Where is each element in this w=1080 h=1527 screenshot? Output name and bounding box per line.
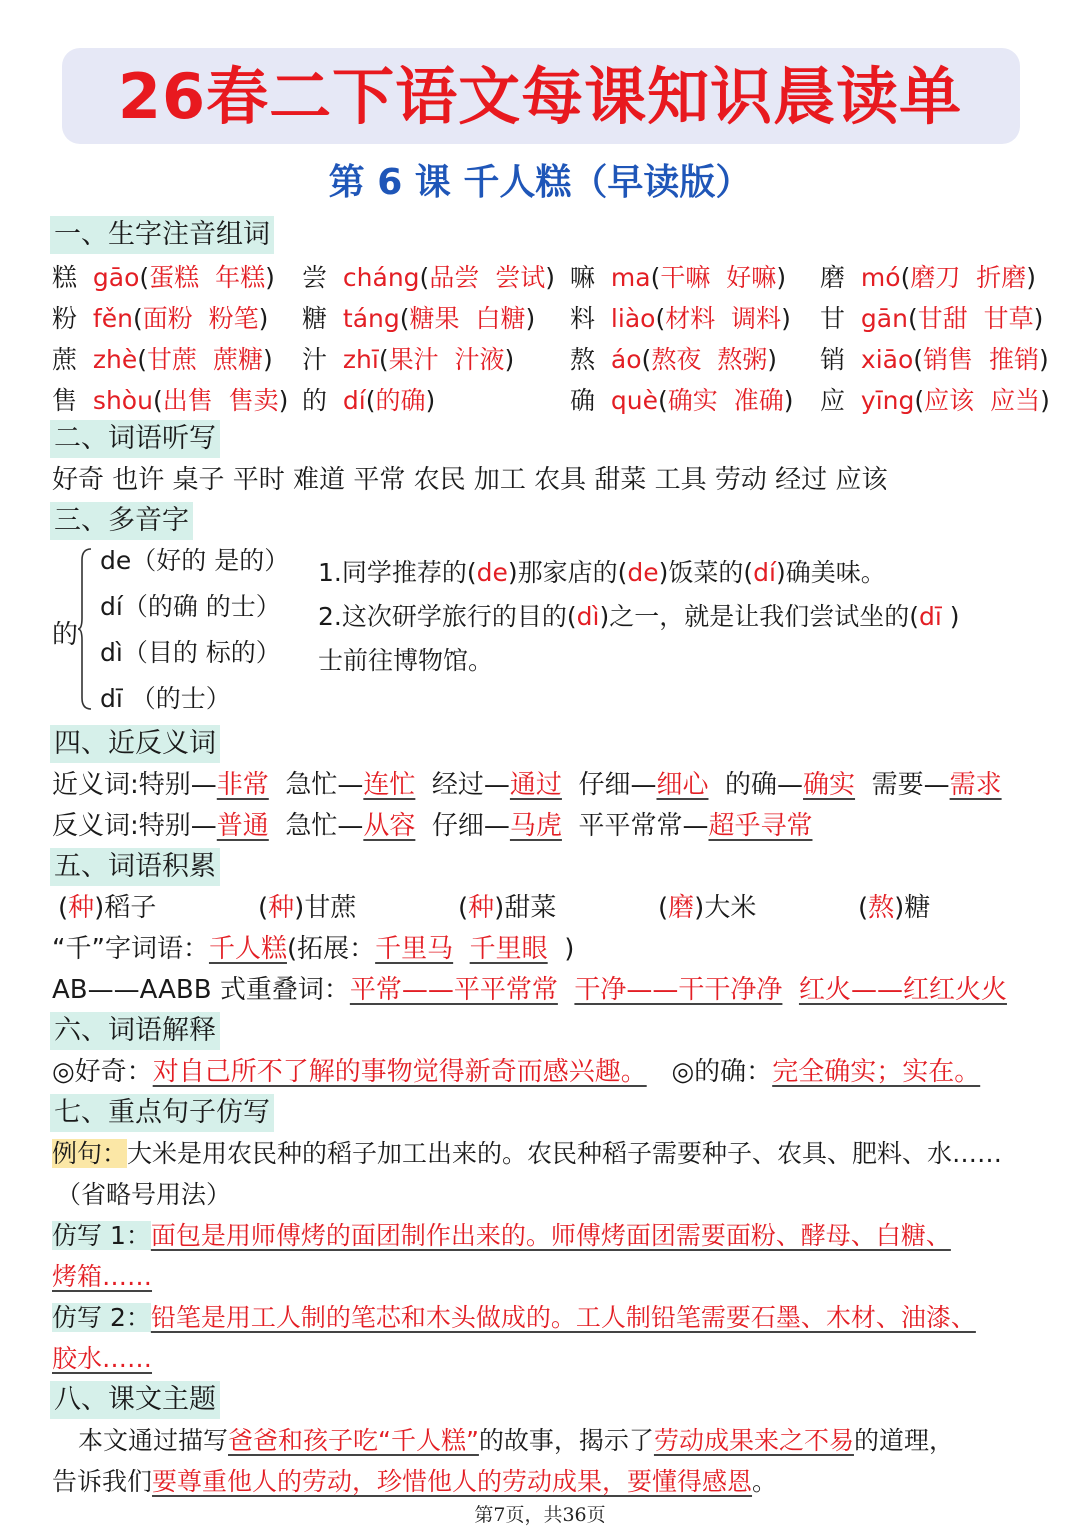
example-note: （省略号用法）: [56, 1180, 232, 1209]
imitation-1: 仿写 1：面包是用师傅烤的面团制作出来的。师傅烤面团需要面粉、酵母、白糖、: [52, 1221, 951, 1250]
page-number: 第7页，共36页: [474, 1504, 606, 1526]
character-entry: 磨 mó(磨刀 折磨): [820, 263, 1037, 292]
character-entry: 销 xiāo(销售 推销): [820, 345, 1049, 374]
pinyin: mó: [860, 263, 901, 292]
word: 应当: [990, 386, 1041, 415]
antonym-row: 反义词:特别—普通 急忙—从容 仔细—马虎 平平常常—超乎寻常: [52, 811, 813, 841]
section-heading-theme: 八、课文主题: [50, 1381, 220, 1419]
word: 熬粥: [717, 345, 768, 374]
character: 确: [570, 386, 596, 415]
section-heading-polyphone: 三、多音字: [50, 502, 193, 540]
word: 销售: [923, 345, 974, 374]
character-entry: 甘 gān(甘甜 甘草): [820, 304, 1044, 333]
character: 嘛: [570, 263, 596, 292]
lesson-subtitle: 第 6 课 千人糕（早读版）: [328, 162, 752, 203]
pinyin: fěn: [92, 304, 133, 333]
polyphone-question-2: 2.这次研学旅行的目的(dì)之一，就是让我们尝试坐的(dī ): [318, 602, 960, 631]
theme-line-2: 告诉我们要尊重他人的劳动，珍惜他人的劳动成果，要懂得感恩。: [52, 1467, 778, 1496]
character: 应: [820, 386, 846, 415]
imitation-2-cont: 胶水……: [52, 1344, 153, 1373]
section-heading-dictation: 二、词语听写: [50, 420, 220, 458]
word-explanations: ◎好奇：对自己所不了解的事物觉得新奇而感兴趣。 ◎的确：完全确实；实在。: [52, 1057, 981, 1087]
pinyin: cháng: [342, 263, 420, 292]
verb-phrase: (种)甜菜: [458, 893, 557, 923]
section-heading-accumulation: 五、词语积累: [50, 848, 220, 886]
pinyin: zhè: [92, 345, 138, 374]
polyphone-reading: dí（的确 的士）: [100, 592, 281, 621]
character: 销: [820, 345, 846, 374]
dictation-words: 好奇 也许 桌子 平时 难道 平常 农民 加工 农具 甜菜 工具 劳动 经过 应该: [52, 465, 888, 495]
word: 应该: [924, 386, 975, 415]
character: 尝: [302, 263, 328, 292]
character: 糖: [302, 304, 328, 333]
word: 干嘛: [660, 263, 711, 292]
word: 的确: [375, 386, 426, 415]
section-heading-characters: 一、生字注音组词: [50, 216, 274, 254]
section-heading-synonyms: 四、近反义词: [50, 725, 220, 763]
section-heading-imitation: 七、重点句子仿写: [50, 1094, 274, 1132]
character: 的: [302, 386, 328, 415]
imitation-1-label: 仿写 1：: [52, 1221, 151, 1250]
character-entry: 售 shòu(出售 售卖): [52, 386, 289, 415]
word: 汁液: [454, 345, 505, 374]
pinyin: gāo: [92, 263, 140, 292]
character-entry: 糕 gāo(蛋糕 年糕): [52, 263, 275, 292]
character: 料: [570, 304, 596, 333]
character: 粉: [52, 304, 78, 333]
character-entry: 熬 áo(熬夜 熬粥): [570, 345, 778, 374]
word: 折磨: [976, 263, 1027, 292]
word: 粉笔: [208, 304, 259, 333]
character: 磨: [820, 263, 846, 292]
character: 蔗: [52, 345, 78, 374]
word: 蛋糕: [149, 263, 200, 292]
imitation-1-cont: 烤箱……: [52, 1262, 153, 1291]
imitation-2: 仿写 2：铅笔是用工人制的笔芯和木头做成的。工人制铅笔需要石墨、木材、油漆、: [52, 1303, 976, 1332]
character-entry: 糖 táng(糖果 白糖): [302, 304, 536, 333]
pinyin: gān: [860, 304, 908, 333]
word: 年糕: [215, 263, 266, 292]
word: 售卖: [228, 386, 279, 415]
word: 品尝: [429, 263, 480, 292]
word: 调料: [731, 304, 782, 333]
pinyin: ma: [610, 263, 651, 292]
character-entry: 确 què(确实 准确): [570, 386, 794, 415]
pinyin: xiāo: [860, 345, 914, 374]
character-entry: 料 liào(材料 调料): [570, 304, 791, 333]
word: 推销: [988, 345, 1039, 374]
pinyin: liào: [610, 304, 656, 333]
pinyin: shòu: [92, 386, 153, 415]
pinyin: áo: [610, 345, 642, 374]
word: 果汁: [388, 345, 439, 374]
character: 汁: [302, 345, 328, 374]
character-entry: 蔗 zhè(甘蔗 蔗糖): [52, 345, 273, 374]
section-heading-explanation: 六、词语解释: [50, 1012, 220, 1050]
character: 熬: [570, 345, 596, 374]
example-label: 例句：: [52, 1139, 128, 1168]
character-entry: 应 yīng(应该 应当): [820, 386, 1050, 415]
polyphone-reading: de（好的 是的）: [100, 546, 290, 575]
word: 尝试: [495, 263, 546, 292]
word: 蔗糖: [212, 345, 263, 374]
word: 确实: [667, 386, 718, 415]
word: 甘甜: [917, 304, 968, 333]
character: 糕: [52, 263, 78, 292]
page-title: 26春二下语文每课知识晨读单: [117, 60, 963, 133]
polyphone-question-1: 1.同学推荐的(de)那家店的(de)饭菜的(dí)确美味。: [318, 558, 886, 587]
word: 材料: [665, 304, 716, 333]
synonym-row: 近义词:特别—非常 急忙—连忙 经过—通过 仔细—细心 的确—确实 需要—需求: [52, 770, 1002, 800]
character-entry: 嘛 ma(干嘛 好嘛): [570, 263, 787, 292]
word: 面粉: [142, 304, 193, 333]
word: 甘蔗: [147, 345, 198, 374]
verb-phrase: (种)稻子: [58, 893, 157, 923]
reduplication-words: AB——AABB 式重叠词：平常——平平常常 干净——干干净净 红火——红红火火: [52, 975, 1007, 1005]
word: 磨刀: [910, 263, 961, 292]
pinyin: yīng: [860, 386, 915, 415]
brace-icon: [78, 548, 92, 710]
pinyin: dí: [342, 386, 366, 415]
polyphone-question-2-cont: 士前往博物馆。: [318, 646, 494, 675]
word: 好嘛: [726, 263, 777, 292]
example-sentence: 例句：大米是用农民种的稻子加工出来的。农民种稻子需要种子、农具、肥料、水……: [52, 1139, 1003, 1168]
character-entry: 粉 fěn(面粉 粉笔): [52, 304, 269, 333]
character-entry: 的 dí(的确): [302, 386, 436, 415]
character: 甘: [820, 304, 846, 333]
word: 白糖: [475, 304, 526, 333]
word: 出售: [162, 386, 213, 415]
polyphone-reading: dì（目的 标的）: [100, 638, 281, 667]
word: 甘草: [983, 304, 1034, 333]
verb-phrase: (种)甘蔗: [258, 893, 357, 923]
polyphone-char: 的: [52, 620, 79, 650]
word: 熬夜: [651, 345, 702, 374]
pinyin: què: [610, 386, 659, 415]
pinyin: zhī: [342, 345, 379, 374]
imitation-2-label: 仿写 2：: [52, 1303, 151, 1332]
pinyin: táng: [342, 304, 400, 333]
word: 糖果: [409, 304, 460, 333]
character-entry: 汁 zhī(果汁 汁液): [302, 345, 515, 374]
polyphone-reading: dī （的士）: [100, 684, 231, 713]
theme-line-1: 本文通过描写爸爸和孩子吃“千人糕”的故事，揭示了劳动成果来之不易的道理，: [78, 1426, 954, 1455]
verb-phrase: (熬)糖: [858, 893, 931, 923]
character: 售: [52, 386, 78, 415]
verb-phrase: (磨)大米: [658, 893, 757, 923]
word: 准确: [733, 386, 784, 415]
qian-words: “千”字词语：千人糕(拓展：千里马 千里眼 ): [52, 934, 575, 964]
character-entry: 尝 cháng(品尝 尝试): [302, 263, 556, 292]
